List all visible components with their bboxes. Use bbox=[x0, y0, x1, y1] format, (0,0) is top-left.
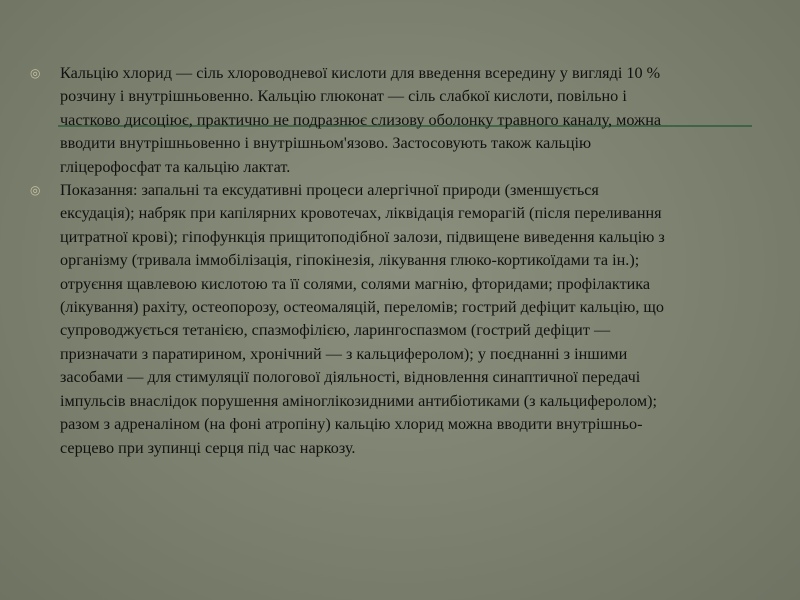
bullet-item bbox=[30, 179, 670, 460]
bullet-icon: ◎ bbox=[30, 183, 41, 198]
bullet-icon: ◎ bbox=[30, 66, 41, 80]
bullet-text: Показання: запальні та ексудативні процеси алергічної природи (зменшується ексудація); набряк при капілярних кровотечах, ліквідація геморагій (після переливання цитратної крові); гіпофункція прищитоподібної залози, підвищене виведення кальцію з організму (тривала іммобілізація, гіпокінезія, лікування глюко-кортикоїдами та ін.); отруєння щавлевою кислотою та її солями, солями магнію, фторидами; профілактика (лікування) рахіту, остеопорозу, остеомаляцій, переломів; гострий дефіцит кальцію, що супроводжується тетанією, спазмофілією, ларингоспазмом (гострий дефіцит — призначати з паратирином, хронічний — з кальциферолом); у поєднанні з іншими засобами — для стимуляції пологової діяльності, відновлення синаптичної передачі імпульсів внаслідок порушення аміноглікозидними антибіотиками (з кальциферолом); разом з адреналіном (на фоні атропіну) кальцію хлорид можна вводити внутрішньо-серцево при зупинці серця під час наркозу. bbox=[60, 181, 665, 457]
bullet-text: Кальцію хлорид — сіль хлороводневої кислоти для введення всередину у вигляді 10 % розчину і внутрішньовенно. Кальцію глюконат — сіль слабкої кислоти, повільно і частково дисоціює, практично не подразнює слизову оболонку травного каналу, можна вводити внутрішньовенно і внутрішньом'язово. Застосовують також кальцію гліцерофосфат та кальцію лактат. bbox=[60, 64, 662, 176]
content-body bbox=[30, 62, 670, 460]
bullet-item bbox=[30, 62, 670, 179]
